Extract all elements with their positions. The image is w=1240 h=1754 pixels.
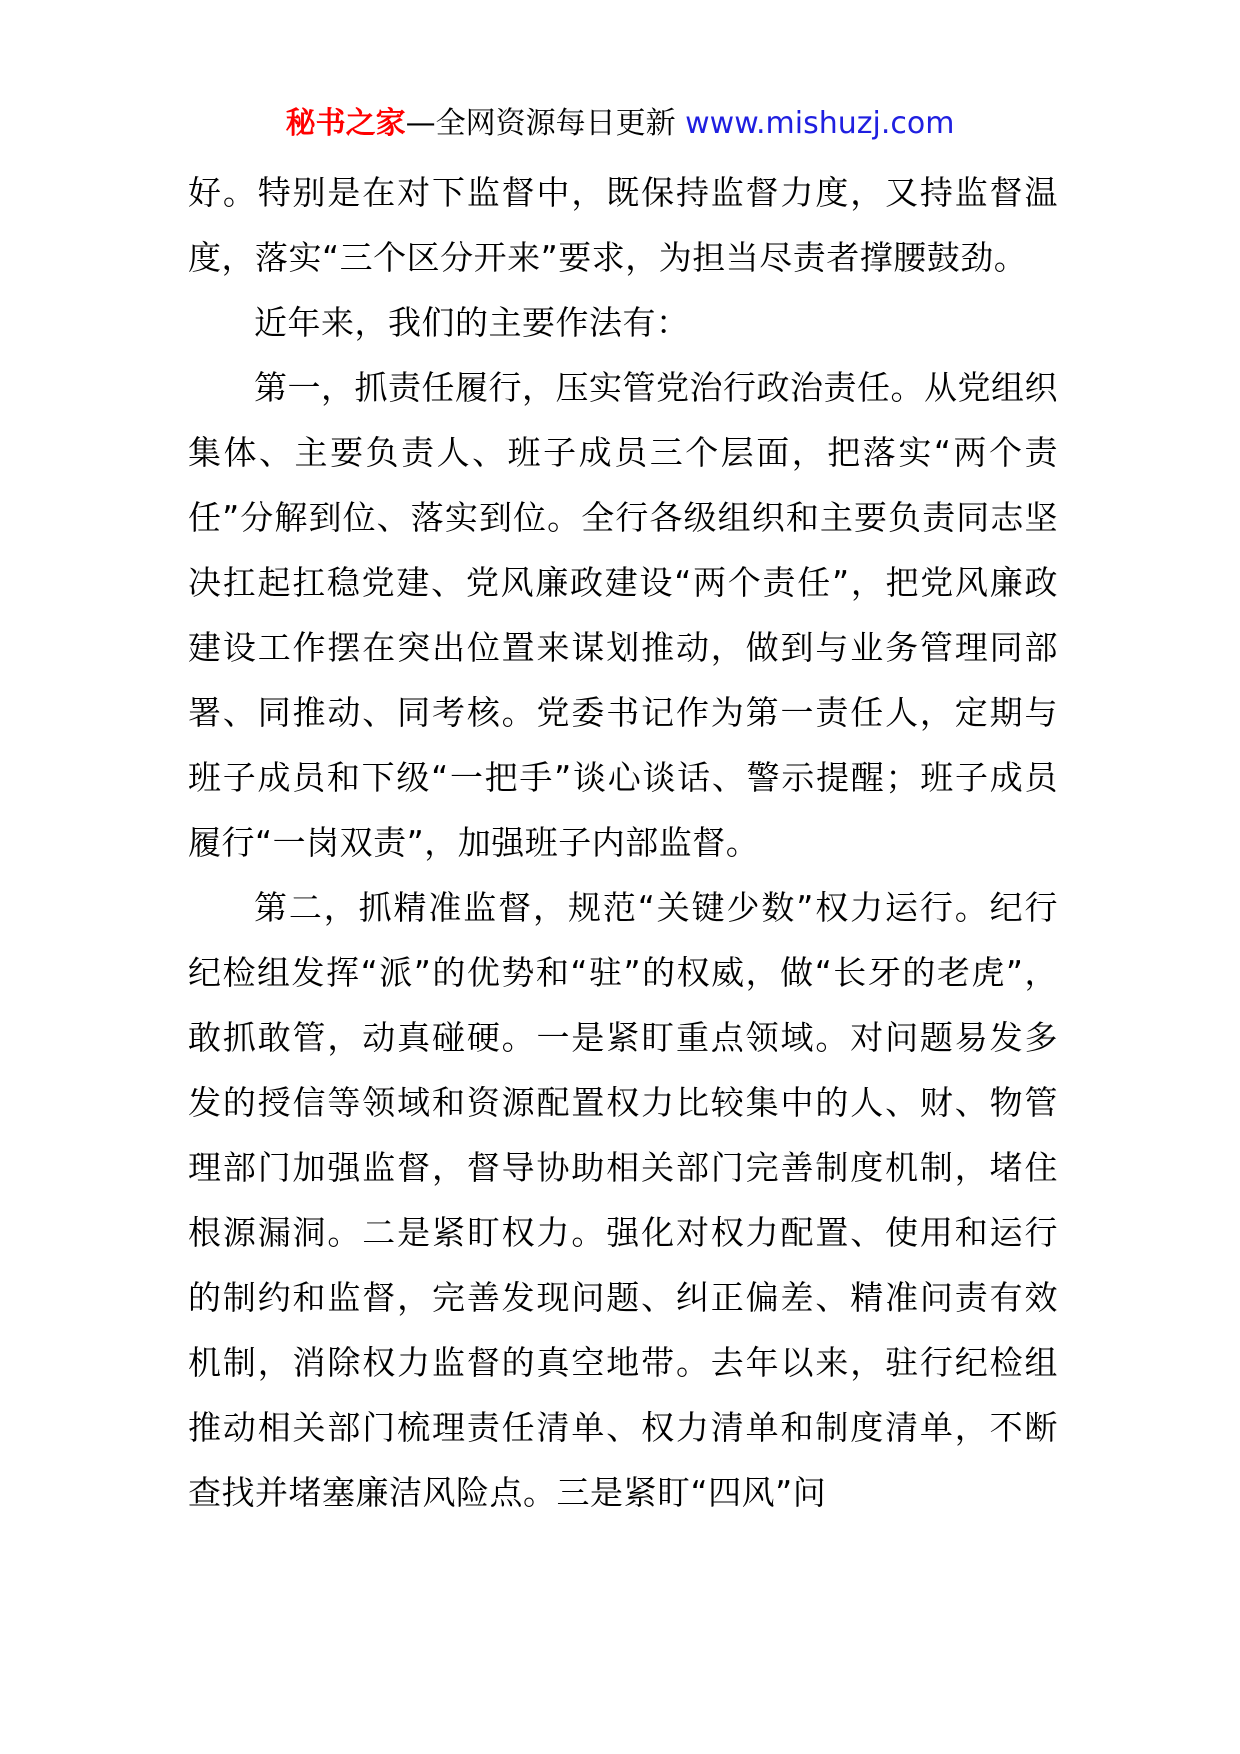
header-site-link[interactable]: www.mishuzj.com — [685, 106, 955, 141]
header-brand: 秘书之家 — [285, 106, 406, 141]
document-body — [188, 160, 1058, 1525]
paragraph-second: 第二，抓精准监督，规范“关键少数”权力运行。纪行纪检组发挥“派”的优势和“驻”的权威，做“长牙的老虎”，敢抓敢管，动真碰硬。一是紧盯重点领域。对问题易发多发的授信等领域和资源配置权力比较集中的人、财、物管理部门加强监督，督导协助相关部门完善制度机制，堵住根源漏洞。二是紧盯权力。强化对权力配置、使用和运行的制约和监督，完善发现问题、纠正偏差、精准问责有效机制，消除权力监督的真空地带。去年以来，驻行纪检组推动相关部门梳理责任清单、权力清单和制度清单，不断查找并堵塞廉洁风险点。三是紧盯“四风”问 — [188, 888, 1058, 1512]
paragraph-continuation: 好。特别是在对下监督中，既保持监督力度，又持监督温度，落实“三个区分开来”要求，为担当尽责者撑腰鼓劲。 — [188, 173, 1058, 277]
paragraph-intro: 近年来，我们的主要作法有： — [254, 303, 690, 342]
page-header — [0, 104, 1240, 144]
paragraph-first: 第一，抓责任履行，压实管党治行政治责任。从党组织集体、主要负责人、班子成员三个层面，把落实“两个责任”分解到位、落实到位。全行各级组织和主要负责同志坚决扛起扛稳党建、党风廉政建设“两个责任”，把党风廉政建设工作摆在突出位置来谋划推动，做到与业务管理同部署、同推动、同考核。党委书记作为第一责任人，定期与班子成员和下级“一把手”谈心谈话、警示提醒；班子成员履行“一岗双责”，加强班子内部监督。 — [188, 368, 1058, 862]
header-tagline: —全网资源每日更新 — [405, 106, 676, 141]
